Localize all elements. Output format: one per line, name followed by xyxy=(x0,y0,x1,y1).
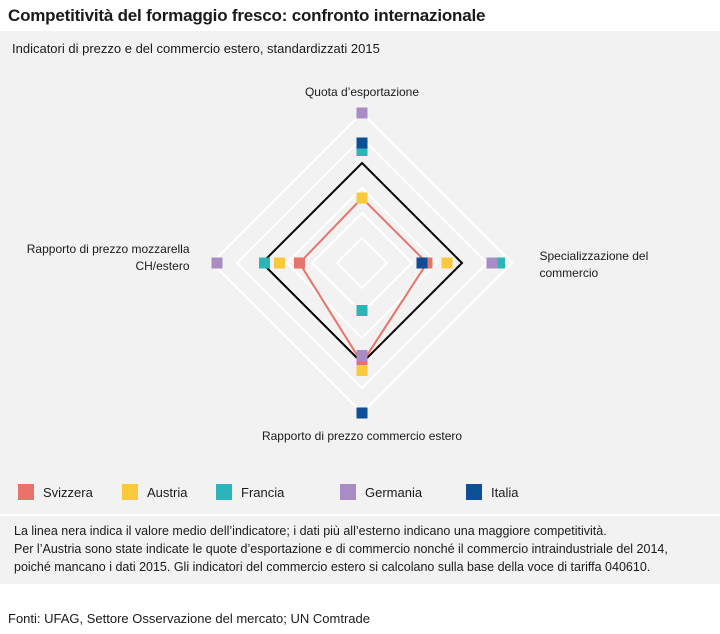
chart-title: Competitività del formaggio fresco: confronto internazionale xyxy=(8,6,486,25)
marker-austria-0 xyxy=(357,193,368,204)
legend-label: Germania xyxy=(365,484,423,500)
marker-svizzera-3 xyxy=(294,258,305,269)
legend xyxy=(18,482,718,502)
marker-austria-2 xyxy=(357,365,368,376)
note-line-1: La linea nera indica il valore medio dell’indicatore; i dati più all’esterno indicano una maggiore competitività. xyxy=(14,524,607,538)
legend-swatch xyxy=(466,484,482,500)
legend-swatch xyxy=(122,484,138,500)
marker-francia-2 xyxy=(357,305,368,316)
series-line-svizzera xyxy=(300,198,428,363)
grid-ring-2 xyxy=(312,213,412,313)
note-line-3: poiché mancano i dati 2015. Gli indicatori del commercio estero si calcolano sulla base della voce di tariffa 040610. xyxy=(14,560,651,574)
chart-subtitle: Indicatori di prezzo e del commercio estero, standardizzati 2015 xyxy=(12,41,380,56)
marker-italia-0 xyxy=(357,138,368,149)
axis-label-3: Rapporto di prezzo mozzarella CH/estero xyxy=(26,242,190,273)
note-line-2: Per l’Austria sono state indicate le quote d’esportazione e di commercio nonché il commercio intraindustriale del 2014, xyxy=(14,542,668,556)
legend-label: Svizzera xyxy=(43,484,93,500)
notes-box xyxy=(0,516,720,584)
axis-label-1: Specializzazione del commercio xyxy=(539,249,649,280)
chart-panel xyxy=(0,31,720,514)
legend-item-francia xyxy=(216,482,284,502)
source-note: Fonti: UFAG, Settore Osservazione del mercato; UN Comtrade xyxy=(8,611,370,626)
axis-label-2: Rapporto di prezzo commercio estero xyxy=(261,429,463,443)
marker-francia-3 xyxy=(259,258,270,269)
marker-italia-2 xyxy=(357,408,368,419)
legend-label: Francia xyxy=(241,484,285,500)
marker-germania-1 xyxy=(487,258,498,269)
marker-germania-0 xyxy=(357,108,368,119)
marker-austria-3 xyxy=(274,258,285,269)
marker-germania-2 xyxy=(357,350,368,361)
legend-label: Italia xyxy=(491,484,519,500)
grid-ring-1 xyxy=(337,238,387,288)
marker-germania-3 xyxy=(212,258,223,269)
legend-label: Austria xyxy=(147,484,188,500)
axis-label-0: Quota d’esportazione xyxy=(304,85,420,99)
marker-italia-1 xyxy=(417,258,428,269)
legend-item-germania xyxy=(340,482,422,502)
radar-chart xyxy=(0,31,720,471)
legend-item-svizzera xyxy=(18,482,93,502)
legend-item-austria xyxy=(122,482,187,502)
marker-austria-1 xyxy=(442,258,453,269)
legend-swatch xyxy=(18,484,34,500)
legend-swatch xyxy=(216,484,232,500)
legend-swatch xyxy=(340,484,356,500)
legend-item-italia xyxy=(466,482,518,502)
